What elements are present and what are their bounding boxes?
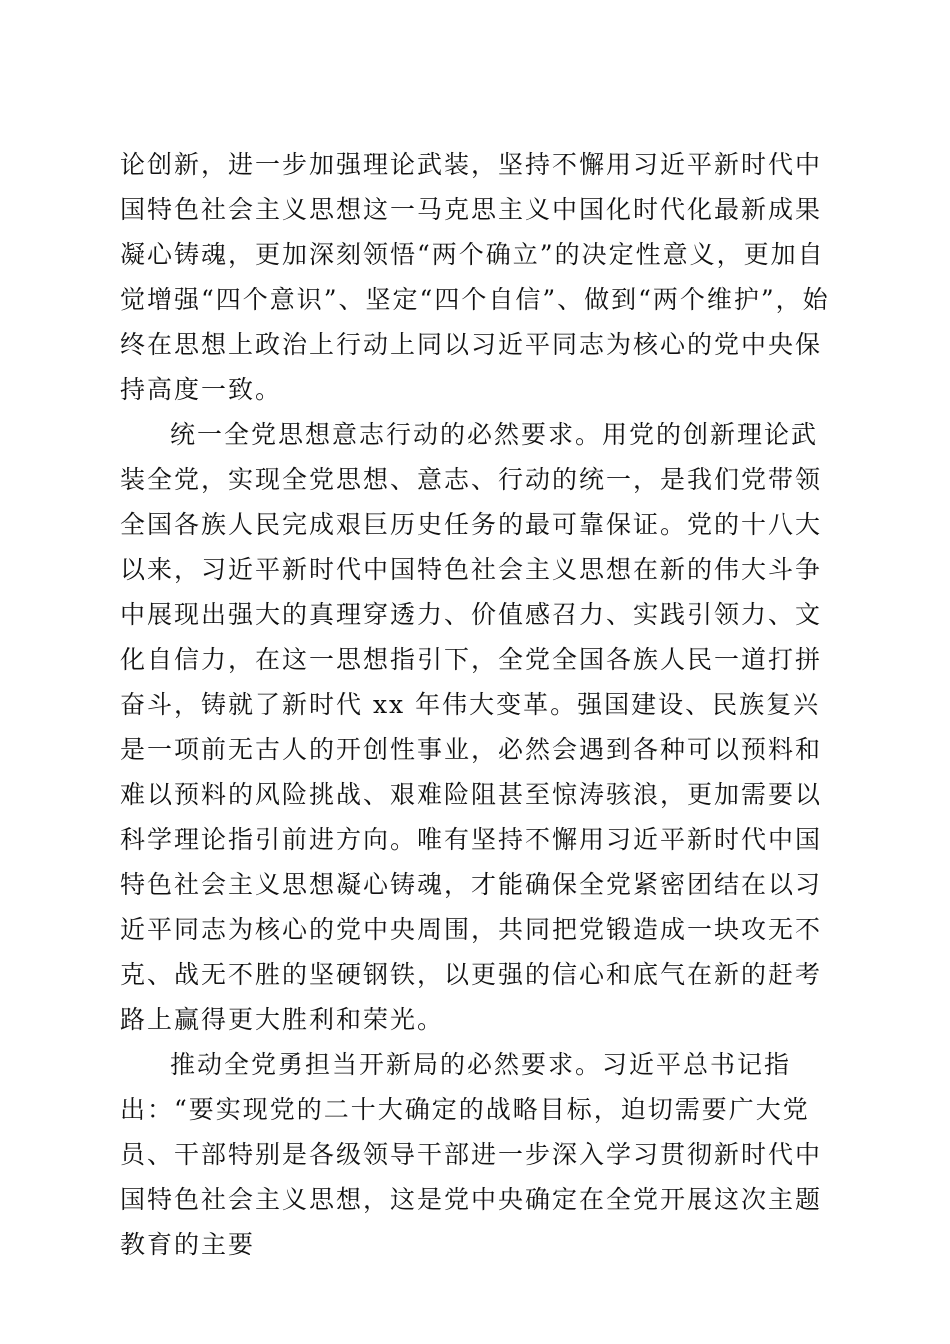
paragraph-continuation: 论创新，进一步加强理论武装，坚持不懈用习近平新时代中国特色社会主义思想这一马克思主义中国化时代化最新成果凝心铸魂，更加深刻领悟“两个确立”的决定性意义，更加自觉增强“四个意识”、坚定“四个自信”、做到“两个维护”，始终在思想上政治上行动上同以习近平同志为核心的党中央保持高度一致。: [120, 150, 830, 404]
document-body: [120, 142, 840, 1267]
paragraph-unified-thought: 统一全党思想意志行动的必然要求。用党的创新理论武装全党，实现全党思想、意志、行动的统一，是我们党带领全国各族人民完成艰巨历史任务的最可靠保证。党的十八大以来，习近平新时代中国特色社会主义思想在新的伟大斗争中展现出强大的真理穿透力、价值感召力、实践引领力、文化自信力，在这一思想指引下，全党全国各族人民一道打拼奋斗，铸就了新时代 xx 年伟大变革。强国建设、民族复兴是一项前无古人的开创性事业，必然会遇到各种可以预料和难以预料的风险挑战、艰难险阻甚至惊涛骇浪，更加需要以科学理论指引前进方向。唯有坚持不懈用习近平新时代中国特色社会主义思想凝心铸魂，才能确保全党紧密团结在以习近平同志为核心的党中央周围，共同把党锻造成一块攻无不克、战无不胜的坚硬钢铁，以更强的信心和底气在新的赶考路上赢得更大胜利和荣光。: [120, 420, 823, 1034]
paragraph-take-responsibility: 推动全党勇担当开新局的必然要求。习近平总书记指出：“要实现党的二十大确定的战略目标，迫切需要广大党员、干部特别是各级领导干部进一步深入学习贯彻新时代中国特色社会主义思想，这是党中央确定在全党开展这次主题教育的主要: [120, 1050, 823, 1259]
